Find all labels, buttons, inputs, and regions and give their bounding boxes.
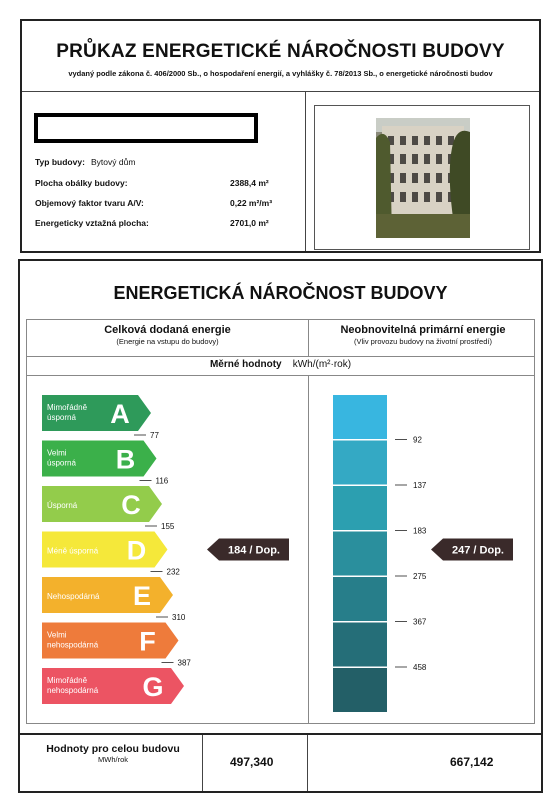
primary-energy-band (333, 532, 387, 576)
energy-class-letter-F: F (139, 626, 156, 657)
right-threshold-label: 275 (413, 572, 427, 581)
energy-class-name: nehospodárná (47, 640, 99, 650)
page-subtitle: vydaný podle zákona č. 406/2000 Sb., o hospodaření energií, a vyhlášky č. 78/2013 Sb., o energetické náročnosti budov (68, 69, 493, 78)
energy-class-name: Nehospodárná (47, 592, 100, 601)
shape-factor-label: Objemový faktor tvaru A/V: (35, 198, 144, 208)
primary-energy-indicator-label: 247 / Dop. (452, 544, 504, 557)
section-title: ENERGETICKÁ NÁROČNOST BUDOVY (113, 283, 448, 303)
delivered-energy-header (27, 324, 308, 346)
totals-unit: MWh/rok (98, 755, 128, 764)
photo-frame (314, 105, 530, 250)
energy-class-name: Úsporná (47, 501, 78, 510)
primary-energy-band (333, 577, 387, 621)
totals-label: Hodnoty pro celou budovu (46, 743, 180, 755)
divider (305, 91, 306, 251)
energy-class-letter-E: E (132, 581, 152, 611)
right-threshold-label: 458 (413, 663, 427, 672)
shape-factor-value: 0,22 m²/m³ (230, 198, 273, 208)
building-type-label: Typ budovy: (35, 157, 85, 167)
left-threshold-label: 155 (161, 522, 175, 531)
left-threshold-label: 77 (150, 431, 159, 440)
primary-energy-header (308, 324, 538, 346)
left-threshold-label: 310 (172, 613, 186, 622)
primary-energy-title: Neobnovitelná primární energie (340, 324, 506, 336)
envelope-area-value: 2388,4 m² (230, 178, 269, 188)
primary-energy-band (333, 441, 387, 485)
left-threshold-label: 232 (166, 567, 180, 577)
divider (202, 735, 203, 791)
primary-energy-band (333, 395, 387, 439)
divider (307, 735, 308, 791)
energy-class-chart (27, 375, 538, 723)
building-type-value: Bytový dům (91, 157, 136, 167)
energy-class-letter-B: B (115, 444, 136, 475)
totals-label-cell (28, 743, 198, 764)
energy-class-name: Mimořádně (47, 403, 88, 412)
building-photo (376, 118, 470, 238)
redacted-address-box (34, 113, 258, 143)
reference-area-label: Energeticky vztažná plocha: (35, 218, 149, 228)
specific-values-unit: kWh/(m²·rok) (292, 359, 352, 370)
delivered-energy-subtitle: (Energie na vstupu do budovy) (116, 337, 219, 346)
header-panel (20, 19, 541, 253)
energy-class-name: Mimořádně (47, 676, 88, 685)
energy-class-letter-C: C (121, 490, 141, 520)
primary-energy-subtitle: (Vliv provozu budovy na životní prostředí) (354, 337, 492, 346)
energy-class-letter-D: D (126, 535, 147, 566)
right-threshold-label: 137 (413, 481, 427, 490)
energy-class-name: úsporná (47, 413, 76, 422)
primary-energy-band (333, 668, 387, 712)
reference-area-row (35, 218, 269, 228)
primary-energy-band (333, 486, 387, 530)
envelope-area-label: Plocha obálky budovy: (35, 178, 128, 188)
right-threshold-label: 183 (413, 526, 427, 536)
delivered-energy-total: 497,340 (230, 755, 274, 769)
reference-area-value: 2701,0 m² (230, 218, 269, 228)
right-threshold-label: 92 (413, 435, 422, 445)
energy-class-letter-A: A (110, 399, 130, 429)
energy-class-letter-G: G (142, 672, 164, 702)
energy-chart-area (26, 375, 535, 724)
specific-values-row (26, 355, 535, 376)
page-title: PRŮKAZ ENERGETICKÉ NÁROČNOSTI BUDOVY (56, 41, 505, 62)
energy-class-name: Velmi (47, 630, 67, 640)
left-threshold-label: 387 (177, 658, 191, 668)
envelope-area-row (35, 178, 269, 188)
building-type-row (35, 157, 136, 167)
shape-factor-row (35, 198, 273, 208)
divider (22, 91, 539, 92)
totals-row (20, 733, 541, 791)
energy-class-name: úsporná (47, 458, 76, 468)
delivered-energy-title: Celková dodaná energie (104, 324, 231, 336)
energy-class-name: Méně úsporná (47, 546, 99, 556)
energy-panel (18, 259, 543, 793)
primary-energy-total: 667,142 (450, 755, 494, 769)
primary-energy-band (333, 623, 387, 667)
delivered-energy-indicator-label: 184 / Dop. (228, 544, 280, 557)
right-threshold-label: 367 (413, 617, 427, 627)
specific-values-label: Měrné hodnoty (209, 359, 282, 370)
energy-class-name: Velmi (47, 448, 67, 458)
energy-class-name: nehospodárná (47, 686, 99, 695)
left-threshold-label: 116 (155, 476, 169, 486)
column-header-row (26, 319, 535, 357)
